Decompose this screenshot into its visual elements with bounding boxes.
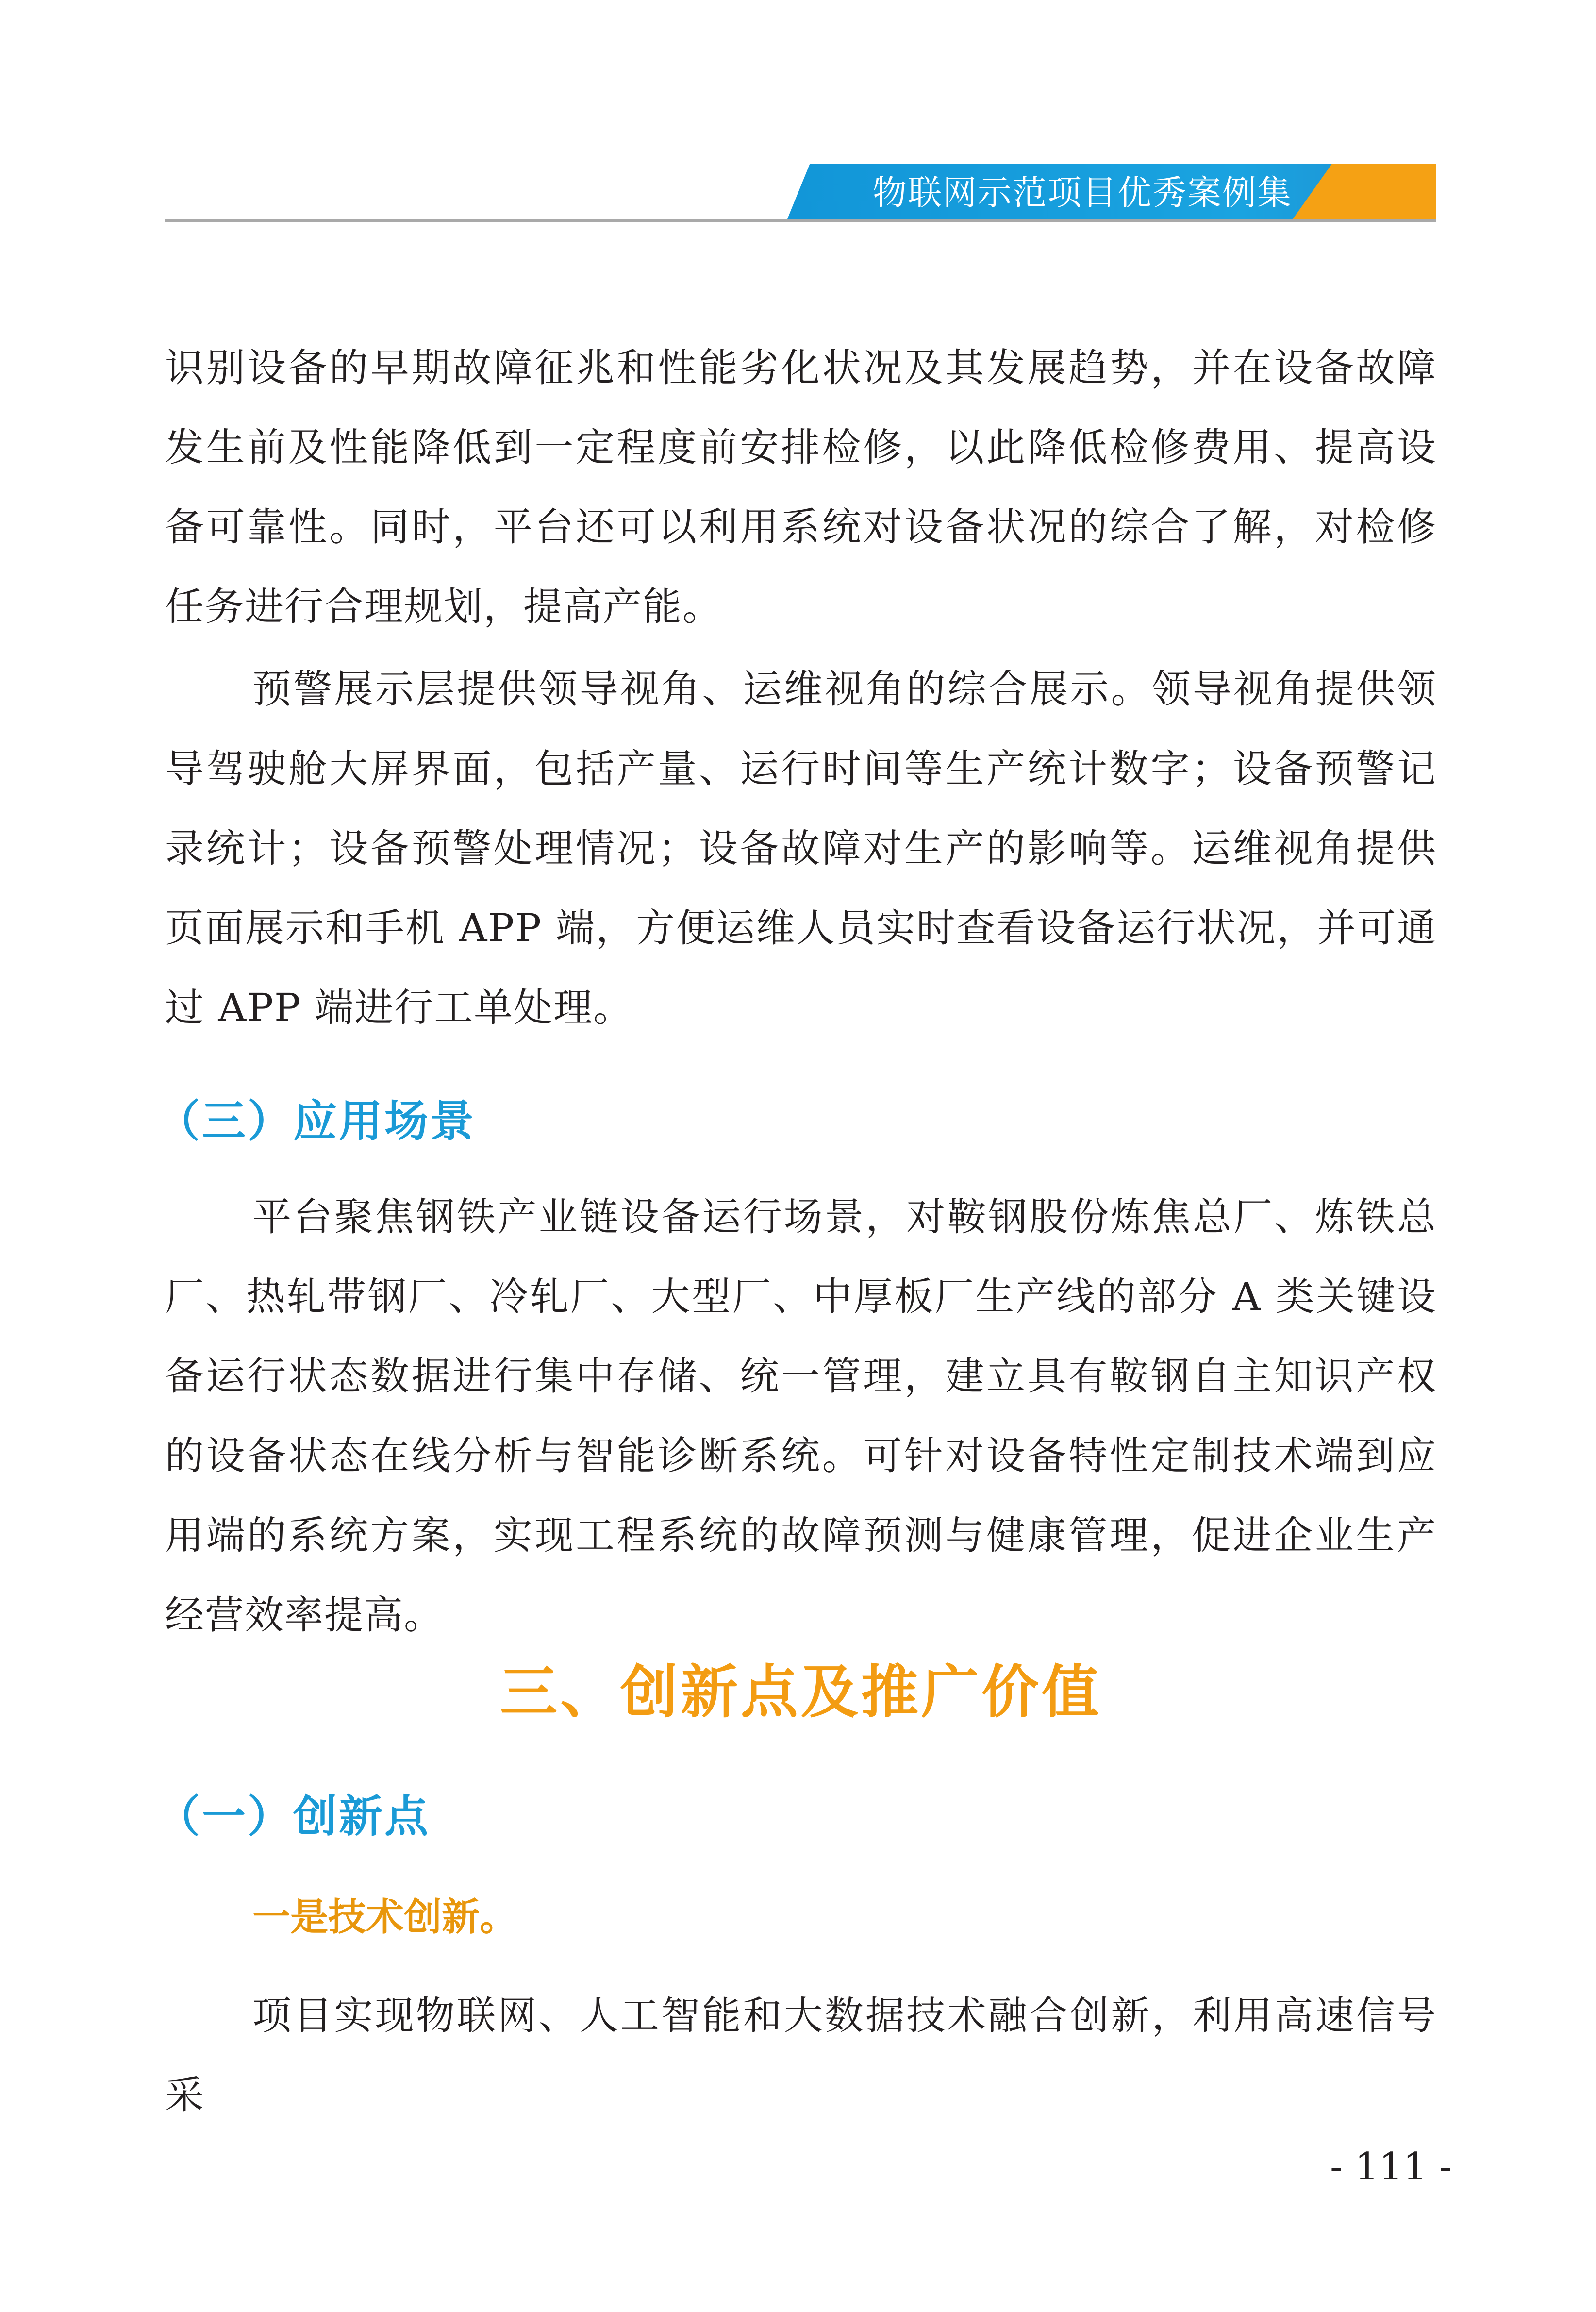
page-number: - 111 - [1330, 2145, 1452, 2189]
section-heading-application-scenarios: （三）应用场景 [156, 1096, 476, 1147]
chapter-heading-innovation: 三、创新点及推广价值 [499, 1658, 1102, 1726]
running-header-title: 物联网示范项目优秀案例集 [873, 173, 1292, 213]
header-rule [165, 219, 1436, 222]
section-heading-innovation-points: （一）创新点 [156, 1791, 430, 1842]
body-paragraph-1: 识别设备的早期故障征兆和性能劣化状况及其发展趋势，并在设备故障发生前及性能降低到一定程度前安排检修，以此降低检修费用、提高设备可靠性。同时，平台还可以利用系统对设备状况的综合了解，对检修任务进行合理规划，提高产能。 [165, 345, 1437, 629]
minor-heading-tech-innovation: 一是技术创新。 [252, 1895, 518, 1939]
body-paragraph-2: 预警展示层提供领导视角、运维视角的综合展示。领导视角提供领导驾驶舱大屏界面，包括产量、运行时间等生产统计数字；设备预警记录统计；设备预警处理情况；设备故障对生产的影响等。运维视角提供页面展示和手机 APP 端，方便运维人员实时查看设备运行状况，并可通过 APP 端进行工单处理。 [165, 667, 1437, 1030]
body-paragraph-3: 平台聚焦钢铁产业链设备运行场景，对鞍钢股份炼焦总厂、炼铁总厂、热轧带钢厂、冷轧厂、大型厂、中厚板厂生产线的部分 A 类关键设备运行状态数据进行集中存储、统一管理，建立具有鞍钢自主知识产权的设备状态在线分析与智能诊断系统。可针对设备特性定制技术端到应用端的系统方案，实现工程系统的故障预测与健康管理，促进企业生产经营效率提高。 [165, 1194, 1437, 1638]
body-paragraph-4: 项目实现物联网、人工智能和大数据技术融合创新，利用高速信号采 [165, 1993, 1437, 2118]
